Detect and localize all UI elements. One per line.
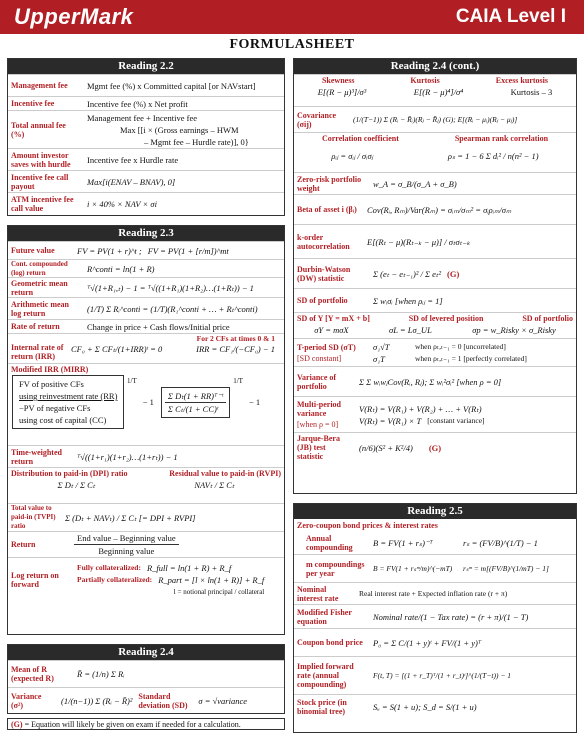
formula-label: Correlation coefficient [321, 134, 399, 143]
formula-row [8, 333, 284, 363]
formula: Σ (eₜ − eₜ₋₁)² / Σ eₜ² [373, 268, 441, 279]
formula: V(Rₜ) = V(R₁) + V(R₂) + … + V(Rₜ) [359, 403, 482, 414]
formula: Mgmt fee (%) x Committed capital [or NAVstart] [87, 80, 256, 91]
formula: (1/(T−1)) Σ (Rᵢ − R̄ᵢ)(Rⱼ − R̄ⱼ) (G); E[(Rᵢ − μᵢ)(Rⱼ − μⱼ)] [353, 114, 518, 124]
formula: Σ Dₜ(1 + RR)ᵀ⁻ᵗ [165, 390, 226, 403]
formula: i × 40% × NAV × σi [87, 198, 157, 209]
formula-label: Implied forward rate (annual compounding) [297, 662, 354, 689]
formula-label: Jarque-Bera (JB) test statistic [297, 434, 340, 461]
formula-label: [SD constant] [297, 353, 342, 363]
formula-row [294, 74, 576, 106]
formula: P₀ = Σ C/(1 + y)ᵗ + FV/(1 + y)ᵀ [373, 637, 482, 648]
formula-note: l = notional principal / collateral [173, 587, 265, 596]
formula: σ = √variance [198, 695, 247, 706]
formula-row [294, 396, 576, 432]
mirr-text: −PV of negative CFs [19, 403, 91, 413]
formula: E[(R − μ)⁴]/σ⁴ [413, 87, 464, 97]
formula-label: Modified Fisher equation [297, 607, 352, 626]
formula-label: Beta of asset i (βᵢ) [297, 205, 357, 214]
reading-2-4 [7, 644, 285, 714]
formula-row [294, 224, 576, 258]
formula: Σ Cₜ/(1 + CC)ᵗ [167, 403, 219, 414]
formula-row [8, 110, 284, 148]
formula: σY = mσX [314, 325, 349, 335]
section-heading: Reading 2.2 [8, 59, 284, 74]
formula-row [8, 467, 284, 503]
formula-label: [when ρ = 0] [297, 420, 339, 429]
formula: (1/(n−1)) Σ (Rᵢ − R̄)² [61, 695, 133, 706]
formula-label: Rate of return [11, 322, 60, 331]
formula-row [8, 241, 284, 259]
formula-row [8, 170, 284, 192]
formula-label: Nominal interest rate [297, 584, 339, 603]
formula: ρₛ = 1 − 6 Σ dᵢ² / n(n² − 1) [447, 151, 539, 161]
mirr-word-box [12, 375, 124, 429]
formula-row [294, 106, 576, 132]
formula-row [8, 503, 284, 531]
formula-condition: when ρₜ,ₜ₋₁ = 0 [uncorrelated] [415, 341, 506, 351]
section-subheading: Zero-coupon bond prices & interest rates [297, 521, 438, 530]
exam-level: CAIA Level I [455, 6, 566, 27]
formula-label: Cont. compounded (log) return [11, 259, 68, 277]
mirr-text: using reinvestment rate (RR) [19, 391, 118, 401]
formula: E[(Rₜ − μ)(Rₜ₋ₖ − μ)] / σₜσₜ₋ₖ [367, 236, 471, 247]
formula: Σ (Dₜ + NAVₜ) / Σ Cₜ [= DPI + RVPI] [65, 512, 196, 523]
formula-label: Zero-risk portfolio weight [297, 174, 362, 193]
formula-label: Spearman rank correlation [454, 134, 549, 143]
formula-label: Residual value to paid-in (RVPI) [169, 469, 281, 478]
mirr-minus: − 1 [248, 397, 261, 407]
mirr-formula-box [161, 387, 230, 418]
formula-row [294, 604, 576, 628]
formula: Beginning value [98, 546, 155, 556]
formula-label: Durbin-Watson (DW) statistic [297, 264, 351, 283]
formula-row [294, 132, 576, 172]
page-title: FORMULASHEET [229, 37, 355, 52]
formula-label: Total annual fee (%) [11, 120, 66, 139]
formula: Change in price + Cash flows/Initial price [87, 321, 230, 332]
formula-row [294, 194, 576, 224]
formula-label: Amount investor saves with hurdle [11, 150, 71, 169]
mirr-text: FV of positive CFs [19, 379, 84, 389]
formula-condition: when ρₜ,ₜ₋₁ = 1 [perfectly correlated] [415, 353, 527, 363]
formula-label: Total value to paid-in (TVPI) ratio [11, 504, 56, 530]
formula: CF₀ + Σ CFₜ/(1+IRR)ᵗ = 0 [71, 344, 163, 354]
formula-row [294, 532, 576, 554]
formula-label: Modified IRR (MIRR) [11, 365, 89, 374]
formula-label: SD of portfolio [522, 314, 573, 323]
formula: B = FV(1 + rₛᵐ/m)^(−mT) [373, 563, 453, 573]
formula-row [8, 660, 284, 687]
mirr-minus: − 1 [142, 397, 154, 407]
formula: End value – Beginning value [74, 532, 179, 545]
formula: Max [[i × (Gross earnings – HWM [120, 124, 239, 135]
formula-row [294, 172, 576, 194]
formula: B = FV(1 + rₛ)⁻ᵀ [373, 538, 433, 548]
formula: ρᵢⱼ = σᵢⱼ / σᵢσⱼ [331, 151, 374, 161]
given-marker: (G) [428, 442, 442, 453]
formula: Incentive fee (%) x Net profit [87, 98, 188, 109]
formula-label: Distribution to paid-in (DPI) ratio [11, 469, 128, 478]
formula-row [294, 288, 576, 312]
brand-logo: UpperMark [14, 4, 134, 29]
formula: rₛ = (FV/B)^(1/T) − 1 [463, 538, 538, 548]
formula: (n/6)(S² + K²/4) [359, 442, 413, 453]
section-heading: Reading 2.4 [8, 645, 284, 660]
formula-sublabel: Partially collateralized: [77, 574, 153, 584]
formula-label: Incentive fee [11, 99, 55, 108]
formula-row [8, 297, 284, 319]
formula: Σ Dₜ / Σ Cₜ [57, 480, 96, 490]
formula-row [294, 628, 576, 656]
formula: Max[i(ENAV – BNAV), 0] [87, 176, 176, 187]
formula-label: SD of levered position [408, 314, 484, 323]
formula-label: T-period SD (σT) [297, 342, 356, 352]
reading-2-3 [7, 225, 285, 635]
section-heading: Reading 2.3 [8, 226, 284, 241]
reading-2-4-cont [293, 58, 577, 494]
formula: (1/T) Σ Rᵢ^conti = (1/T)(R₁^conti + … + Rₜ^conti) [87, 303, 258, 314]
formula: Incentive fee x Hurdle rate [87, 154, 179, 165]
formula-row [8, 74, 284, 96]
formula: Management fee + Incentive fee [87, 112, 198, 123]
formula-label: Multi-period variance [297, 400, 341, 418]
formula: Cov(Rᵢ, Rₘ)/Var(Rₘ) = σᵢₘ/σₘ² = σᵢρᵢₘ/σₘ [367, 204, 512, 215]
formula-label: Standard deviation (SD) [138, 691, 188, 710]
formula: σp = w_Risky × σ_Risky [472, 325, 556, 335]
formula-label: SD of Y [Y = mX + b] [297, 314, 370, 323]
formula: Real interest rate + Expected inflation rate (r + π) [359, 588, 508, 598]
formula: E[(R − μ)³]/σ³ [317, 87, 367, 97]
footer-text: = Equation will likely be given on exam if needed for a calculation. [24, 720, 241, 729]
formula: R_part = [l × ln(1 + R)] + R_f [158, 574, 265, 585]
formula-row [8, 687, 284, 713]
formula-label: Time-weighted return [11, 447, 62, 466]
formula-label: Skewness [321, 76, 355, 85]
formula: F(t, T) = [(1 + r_T)ᵀ/(1 + r_t)ᵗ]^(1/(T−t)) − 1 [373, 670, 512, 680]
formula: ᵀ√(1+R₁,ₜ) − 1 = ᵀ√((1+R₁)(1+R₂)…(1+Rₜ)) − 1 [87, 282, 254, 293]
formula-label: Log return on forward [11, 570, 59, 589]
formula-row [294, 366, 576, 396]
formula-label: Stock price (in binomial tree) [297, 697, 347, 716]
formula-label: Incentive fee call payout [11, 172, 69, 191]
formula: σ₁√T [373, 341, 390, 352]
formula-row [8, 277, 284, 297]
formula-row [294, 312, 576, 338]
formula-row [8, 363, 284, 445]
formula-row [8, 445, 284, 467]
formula: V(Rₜ) = V(R₁) × T [359, 415, 422, 426]
formula-row [8, 148, 284, 170]
section-heading: Reading 2.4 (cont.) [294, 59, 576, 74]
formula-label: Annual compounding [306, 534, 353, 552]
formula-condition: [constant variance] [427, 415, 485, 425]
formula: R_full = ln(1 + R) + R_f [146, 562, 232, 573]
formula-label: Return [11, 540, 36, 549]
formula: FV = PV(1 + r)^t ; [77, 245, 142, 256]
formula-label: Future value [11, 246, 55, 255]
formula: Nominal rate/(1 − Tax rate) = (r + π)/(1 − T) [373, 611, 529, 622]
mirr-exponent: 1/T [233, 377, 243, 385]
formula-label: Arithmetic mean log return [11, 299, 69, 318]
formula: R^conti = ln(1 + R) [87, 263, 155, 274]
formula-label: SD of portfolio [297, 296, 348, 305]
formula-label: Coupon bond price [297, 638, 363, 647]
formula-label: Variance (σ²) [11, 691, 42, 710]
formula: rₛᵐ = m[(FV/B)^(1/mT) − 1] [463, 563, 549, 573]
formula: Kurtosis – 3 [510, 87, 553, 97]
formula-row [8, 96, 284, 110]
note: For 2 CFs at times 0 & 1 [196, 334, 275, 343]
formula-label: Geometric mean return [11, 278, 68, 297]
formula: NAVₜ / Σ Cₜ [194, 480, 235, 490]
mirr-exponent: 1/T [127, 377, 137, 385]
formula-label: Covariance (σij) [297, 110, 337, 129]
formula: Sᵤ = S(1 + u); S_d = S/(1 + u) [373, 701, 477, 712]
footer-note [7, 718, 285, 730]
formula: ᵀ√((1+r₁)(1+r₂)…(1+rₜ)) − 1 [77, 451, 178, 462]
formula: Σ wᵢσᵢ [when ρᵢⱼ = 1] [373, 295, 443, 306]
formula-label: m compoundings per year [306, 559, 365, 578]
formula: Σ Σ wᵢwⱼCov(Rᵢ, Rⱼ); Σ wᵢ²σᵢ² [when ρ = 0] [359, 376, 502, 387]
formula: FV = PV(1 + [r/m])^mt [147, 245, 229, 256]
formula-label: Kurtosis [410, 76, 440, 85]
formula: – Mgmt fee – Hurdle rate)], 0} [144, 136, 249, 147]
formula-row [294, 338, 576, 366]
formula-label: ATM incentive fee call value [11, 194, 74, 213]
section-heading: Reading 2.5 [294, 504, 576, 519]
formula-sublabel: Fully collateralized: [77, 562, 141, 572]
reading-2-5 [293, 503, 577, 733]
reading-2-2 [7, 58, 285, 216]
formula-label: Variance of portfolio [297, 372, 337, 391]
formula-row [294, 432, 576, 462]
formula-row [294, 694, 576, 718]
header-banner [0, 0, 584, 34]
formula: σL = Lσ_UL [389, 325, 432, 335]
formula-row [8, 192, 284, 214]
formula-label: Mean of R (expected R) [11, 665, 54, 683]
formula-label: Excess kurtosis [495, 76, 548, 85]
formula-row [8, 259, 284, 277]
formula-row [294, 258, 576, 288]
formula-label: Internal rate of return (IRR) [11, 343, 64, 361]
formula-label: Management fee [11, 81, 68, 90]
formula-label: k-order autocorrelation [297, 232, 350, 251]
given-marker: (G) [447, 268, 460, 279]
formula-row [294, 554, 576, 582]
formula-row [294, 656, 576, 694]
mirr-text: using cost of capital (CC) [19, 415, 107, 425]
formula-row [294, 582, 576, 604]
formula-row [8, 557, 284, 601]
formula: σ₁T [373, 353, 385, 364]
formula: w_A = σ_B/(σ_A + σ_B) [373, 178, 457, 189]
formula: IRR = CF₁/(−CF₀) − 1 [196, 344, 275, 354]
formula-row [8, 319, 284, 333]
footer-g: (G) [11, 720, 23, 729]
formula: R̄ = (1/n) Σ Rᵢ [77, 669, 125, 679]
formula-row [8, 531, 284, 557]
